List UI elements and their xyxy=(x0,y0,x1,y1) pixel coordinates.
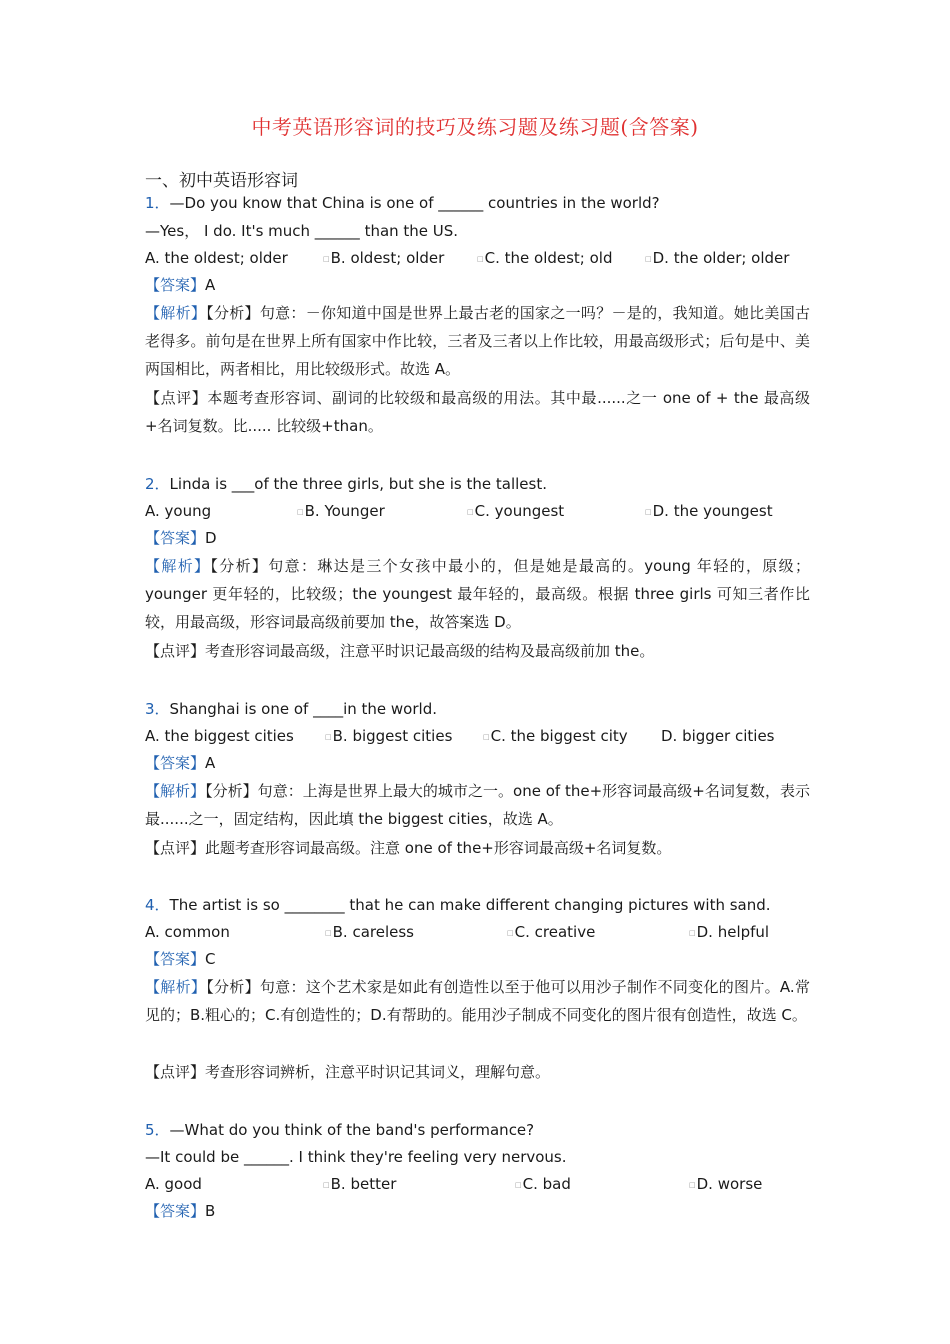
option-d: D. bigger cities xyxy=(661,727,775,745)
option-c: □C. the biggest city xyxy=(483,727,628,745)
analysis-block: 【解析】【分析】句意：琳达是三个女孩中最小的，但是她是最高的。young 年轻的，原级；younger 更年轻的，比较级；the youngest 最年轻的，最高级。根据 three girls 可知三者作比较，用最高级，形容词最高级前要加 the，故答案选 D。 xyxy=(145,557,810,631)
answer-line: 【答案】C xyxy=(145,950,216,968)
question-5-stem: 5．—What do you think of the band's performance? xyxy=(145,1121,535,1139)
question-number: 3． xyxy=(145,700,170,718)
question-number: 5． xyxy=(145,1121,170,1139)
option-c: □C. bad xyxy=(515,1175,571,1193)
option-a: A. young xyxy=(145,502,212,520)
option-d: □D. worse xyxy=(689,1175,763,1193)
option-d: □D. helpful xyxy=(689,923,770,941)
option-d: □D. the youngest xyxy=(645,502,773,520)
analysis-block: 【解析】【分析】句意：上海是世界上最大的城市之一。one of the+形容词最高级+名词复数，表示最......之一，固定结构，因此填 the biggest cities，故选 A。 xyxy=(145,782,810,828)
answer-line: 【答案】A xyxy=(145,276,216,294)
section-heading: 一、初中英语形容词 xyxy=(145,171,298,191)
answer-line: 【答案】B xyxy=(145,1202,216,1220)
option-b: □B. biggest cities xyxy=(325,727,453,745)
question-number: 4． xyxy=(145,896,170,914)
option-a: A. good xyxy=(145,1175,202,1193)
comment-block: 【点评】此题考查形容词最高级。注意 one of the+形容词最高级+名词复数。 xyxy=(145,839,672,857)
comment-block: 【点评】考查形容词最高级，注意平时识记最高级的结构及最高级前加 the。 xyxy=(145,642,655,660)
analysis-block: 【解析】【分析】句意：－你知道中国是世界上最古老的国家之一吗？－是的，我知道。她比美国古老得多。前句是在世界上所有国家中作比较，三者及三者以上作比较，用最高级形式；后句是中、美两国相比，两者相比，用比较级形式。故选 A。 xyxy=(145,304,810,378)
option-d: □D. the older; older xyxy=(645,249,790,267)
option-b: □B. oldest; older xyxy=(323,249,445,267)
question-3-stem: 3．Shanghai is one of ____in the world. xyxy=(145,700,437,718)
option-c: □C. creative xyxy=(507,923,596,941)
document-title: 中考英语形容词的技巧及练习题及练习题(含答案) xyxy=(251,115,699,139)
answer-line: 【答案】A xyxy=(145,754,216,772)
question-5-stem2: —It could be ______. I think they're feeling very nervous. xyxy=(145,1148,567,1166)
comment-block: 【点评】本题考查形容词、副词的比较级和最高级的用法。其中最......之一 one of + the 最高级+名词复数。比..... 比较级+than。 xyxy=(145,389,810,435)
option-b: □B. careless xyxy=(325,923,414,941)
question-1-stem2: —Yes， I do. It's much ______ than the US. xyxy=(145,222,459,240)
comment-block: 【点评】考查形容词辨析，注意平时识记其词义，理解句意。 xyxy=(145,1063,551,1081)
option-b: □B. better xyxy=(323,1175,397,1193)
option-c: □C. youngest xyxy=(467,502,565,520)
option-a: A. common xyxy=(145,923,230,941)
option-c: □C. the oldest; old xyxy=(477,249,613,267)
answer-line: 【答案】D xyxy=(145,529,217,547)
analysis-block: 【解析】【分析】句意：这个艺术家是如此有创造性以至于他可以用沙子制作不同变化的图片。A.常见的；B.粗心的；C.有创造性的；D.有帮助的。能用沙子制成不同变化的图片很有创造性，故选 C。 xyxy=(145,978,810,1024)
question-1-stem: 1．—Do you know that China is one of ______ countries in the world? xyxy=(145,194,660,212)
question-number: 2． xyxy=(145,475,170,493)
option-b: □B. Younger xyxy=(297,502,385,520)
option-a: A. the oldest; older xyxy=(145,249,288,267)
question-4-stem: 4．The artist is so ________ that he can make different changing pictures with sand. xyxy=(145,896,771,914)
question-2-stem: 2．Linda is ___of the three girls, but she is the tallest. xyxy=(145,475,547,493)
question-number: 1． xyxy=(145,194,170,212)
option-a: A. the biggest cities xyxy=(145,727,294,745)
